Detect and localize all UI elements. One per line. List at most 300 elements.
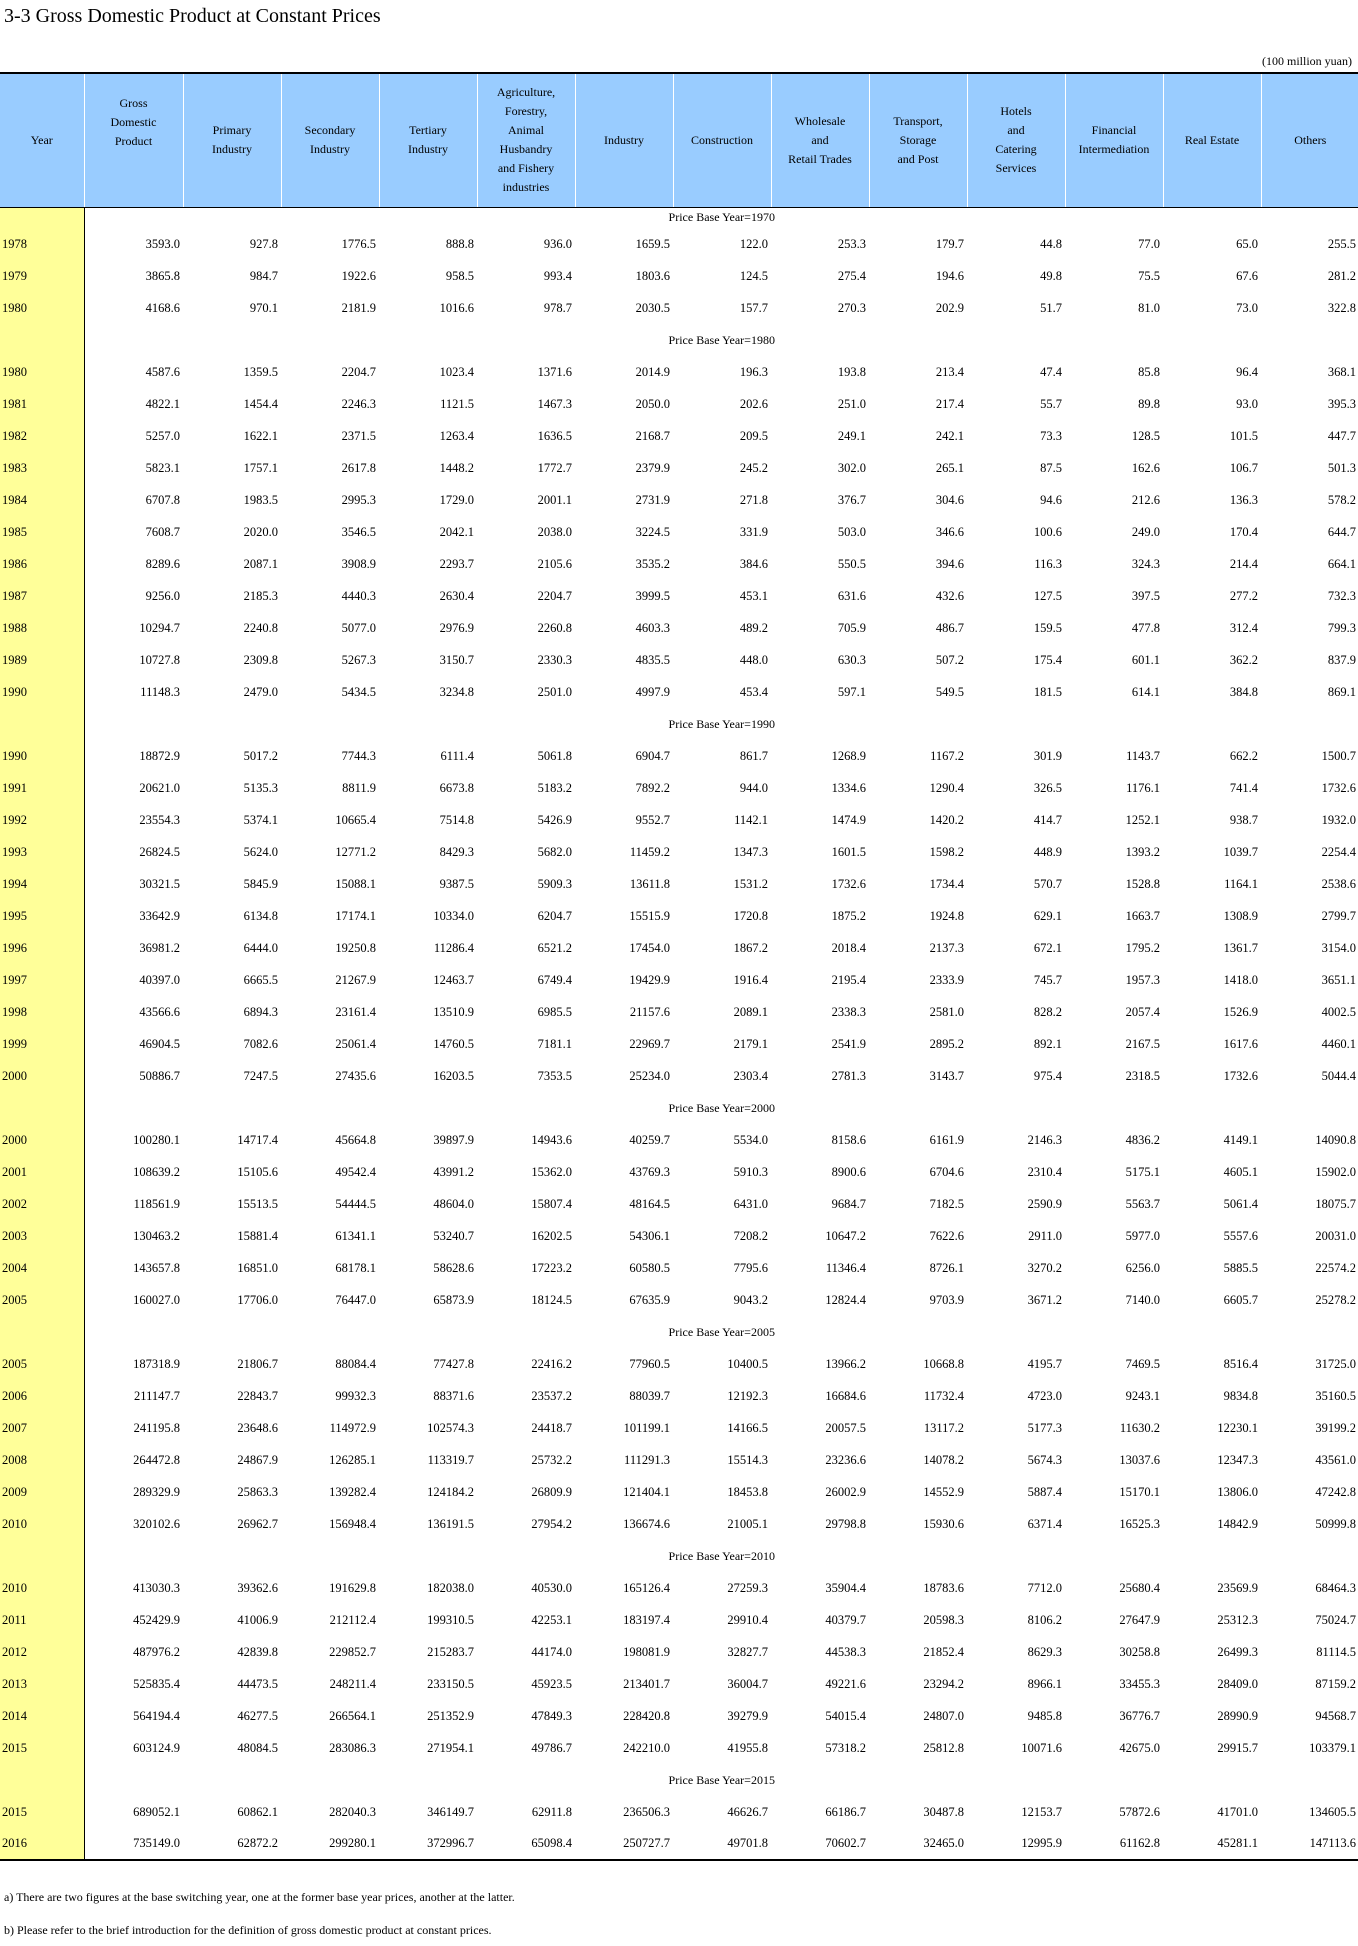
- value-cell: 48604.0: [433, 1196, 474, 1211]
- value-cell: 869.1: [1327, 684, 1356, 699]
- value-cell: 6521.2: [537, 940, 572, 955]
- value-cell: 14842.9: [1217, 1516, 1258, 1531]
- value-cell: 248211.4: [329, 1676, 376, 1691]
- value-cell: 5177.3: [1027, 1420, 1062, 1435]
- value-cell: 211147.7: [134, 1388, 180, 1403]
- value-cell: 2014.9: [635, 364, 670, 379]
- value-cell: 7514.8: [439, 812, 474, 827]
- value-cell: 251.0: [837, 396, 866, 411]
- value-cell: 45281.1: [1163, 1828, 1261, 1860]
- value-cell: 81.0: [1138, 300, 1160, 315]
- value-cell: 30321.5: [139, 876, 180, 891]
- value-cell: 20057.5: [825, 1420, 866, 1435]
- value-cell: 5885.5: [1223, 1260, 1258, 1275]
- value-cell: 88084.4: [335, 1356, 376, 1371]
- value-cell: 630.3: [837, 652, 866, 667]
- table-row: [0, 1668, 1358, 1700]
- value-cell: 5044.4: [1321, 1068, 1356, 1083]
- value-cell: 5823.1: [145, 460, 180, 475]
- table-row: [0, 996, 1358, 1028]
- value-cell: 8966.1: [1027, 1676, 1062, 1691]
- value-cell: 25680.4: [1119, 1580, 1160, 1595]
- value-cell: 2371.5: [341, 428, 376, 443]
- value-cell: 89.8: [1138, 396, 1160, 411]
- value-cell: 103379.1: [1309, 1740, 1356, 1755]
- value-cell: 2590.9: [1027, 1196, 1062, 1211]
- value-cell: 251352.9: [427, 1708, 474, 1723]
- value-cell: 395.3: [1327, 396, 1356, 411]
- value-cell: 2799.7: [1321, 908, 1356, 923]
- value-cell: 67.6: [1236, 268, 1258, 283]
- value-cell: 10071.6: [1021, 1740, 1062, 1755]
- table-row: [0, 612, 1358, 644]
- column-header: [0, 73, 84, 207]
- year-cell: 1990: [0, 676, 84, 708]
- value-cell: 275.4: [837, 268, 866, 283]
- value-cell: 453.1: [739, 588, 768, 603]
- column-header: [477, 73, 575, 207]
- value-cell: 5434.5: [341, 684, 376, 699]
- value-cell: 16202.5: [531, 1228, 572, 1243]
- value-cell: 2911.0: [1028, 1228, 1062, 1243]
- value-cell: 196.3: [739, 364, 768, 379]
- value-cell: 8516.4: [1223, 1356, 1258, 1371]
- column-header-line: Services: [995, 161, 1037, 176]
- value-cell: 4603.3: [635, 620, 670, 635]
- value-cell: 2038.0: [537, 524, 572, 539]
- value-cell: 23569.9: [1217, 1580, 1258, 1595]
- value-cell: 11286.4: [433, 940, 474, 955]
- year-cell: 2009: [0, 1476, 84, 1508]
- value-cell: 3593.0: [145, 236, 180, 251]
- table-row: [0, 356, 1358, 388]
- value-cell: 2240.8: [243, 620, 278, 635]
- value-cell: 21157.6: [629, 1004, 670, 1019]
- value-cell: 10334.0: [433, 908, 474, 923]
- value-cell: 57318.2: [825, 1740, 866, 1755]
- table-row: [0, 804, 1358, 836]
- value-cell: 13806.0: [1217, 1484, 1258, 1499]
- value-cell: 384.8: [1229, 684, 1258, 699]
- value-cell: 127.5: [1033, 588, 1062, 603]
- table-row: [0, 1220, 1358, 1252]
- value-cell: 87.5: [1040, 460, 1062, 475]
- value-cell: 41006.9: [237, 1612, 278, 1627]
- column-header-line: Product: [114, 133, 153, 148]
- value-cell: 8811.9: [342, 780, 376, 795]
- table-row: [0, 900, 1358, 932]
- value-cell: 525835.4: [133, 1676, 180, 1691]
- value-cell: 1924.8: [929, 908, 964, 923]
- value-cell: 2105.6: [537, 556, 572, 571]
- value-cell: 828.2: [1033, 1004, 1062, 1019]
- value-cell: 159.5: [1033, 620, 1062, 635]
- value-cell: 182038.0: [427, 1580, 474, 1595]
- table-row: [0, 1700, 1358, 1732]
- value-cell: 43991.2: [433, 1164, 474, 1179]
- value-cell: 277.2: [1229, 588, 1258, 603]
- column-header-line: and: [811, 132, 829, 147]
- value-cell: 22969.7: [629, 1036, 670, 1051]
- value-cell: 1867.2: [733, 940, 768, 955]
- value-cell: 11459.2: [629, 844, 670, 859]
- value-cell: 975.4: [1033, 1068, 1062, 1083]
- value-cell: 94568.7: [1315, 1708, 1356, 1723]
- year-cell: 1979: [0, 260, 84, 292]
- value-cell: 376.7: [837, 492, 866, 507]
- value-cell: 212.6: [1131, 492, 1160, 507]
- value-cell: 2246.3: [341, 396, 376, 411]
- value-cell: 18453.8: [727, 1484, 768, 1499]
- value-cell: 102574.3: [427, 1420, 474, 1435]
- column-header: [575, 73, 673, 207]
- value-cell: 128.5: [1131, 428, 1160, 443]
- value-cell: 2137.3: [929, 940, 964, 955]
- value-cell: 100280.1: [133, 1132, 180, 1147]
- value-cell: 1164.1: [1224, 876, 1258, 891]
- value-cell: 68178.1: [335, 1260, 376, 1275]
- value-cell: 735149.0: [84, 1828, 183, 1860]
- value-cell: 213.4: [935, 364, 964, 379]
- value-cell: 136191.5: [427, 1516, 474, 1531]
- year-cell: 2008: [0, 1444, 84, 1476]
- value-cell: 26499.3: [1217, 1644, 1258, 1659]
- value-cell: 7608.7: [145, 524, 180, 539]
- value-cell: 126285.1: [329, 1452, 376, 1467]
- value-cell: 3999.5: [635, 588, 670, 603]
- year-cell: [0, 1764, 84, 1796]
- value-cell: 33642.9: [139, 908, 180, 923]
- value-cell: 5183.2: [537, 780, 572, 795]
- value-cell: 187318.9: [133, 1356, 180, 1371]
- column-header-line: Intermediation: [1078, 142, 1150, 157]
- value-cell: 181.5: [1033, 684, 1062, 699]
- value-cell: 85.8: [1138, 364, 1160, 379]
- value-cell: 43566.6: [139, 1004, 180, 1019]
- value-cell: 179.7: [935, 236, 964, 251]
- value-cell: 18075.7: [1315, 1196, 1356, 1211]
- column-header-line: Domestic: [110, 114, 157, 129]
- table-row: [0, 1508, 1358, 1540]
- value-cell: 2895.2: [929, 1036, 964, 1051]
- year-cell: 2005: [0, 1348, 84, 1380]
- value-cell: 39199.2: [1315, 1420, 1356, 1435]
- value-cell: 312.4: [1229, 620, 1258, 635]
- value-cell: 5061.8: [537, 748, 572, 763]
- value-cell: 6707.8: [145, 492, 180, 507]
- column-header: [84, 73, 183, 207]
- column-header-line: industries: [502, 180, 550, 195]
- value-cell: 614.1: [1131, 684, 1160, 699]
- column-header-line: Industry: [310, 142, 350, 157]
- value-cell: 394.6: [935, 556, 964, 571]
- value-cell: 26809.9: [531, 1484, 572, 1499]
- value-cell: 12463.7: [433, 972, 474, 987]
- value-cell: 448.0: [739, 652, 768, 667]
- value-cell: 250727.7: [575, 1828, 673, 1860]
- year-cell: 2006: [0, 1380, 84, 1412]
- value-cell: 43561.0: [1315, 1452, 1356, 1467]
- value-cell: 501.3: [1327, 460, 1356, 475]
- year-cell: 1987: [0, 580, 84, 612]
- value-cell: 5682.0: [537, 844, 572, 859]
- base-year-row: [0, 1092, 1358, 1124]
- value-cell: 8629.3: [1027, 1644, 1062, 1659]
- value-cell: 23161.4: [335, 1004, 376, 1019]
- value-cell: 1393.2: [1125, 844, 1160, 859]
- value-cell: 29915.7: [1217, 1740, 1258, 1755]
- value-cell: 2330.3: [537, 652, 572, 667]
- value-cell: 4997.9: [635, 684, 670, 699]
- value-cell: 1143.7: [1126, 748, 1160, 763]
- base-year-row: [0, 207, 1358, 228]
- year-cell: 1992: [0, 804, 84, 836]
- value-cell: 22843.7: [237, 1388, 278, 1403]
- value-cell: 4723.0: [1027, 1388, 1062, 1403]
- value-cell: 108639.2: [133, 1164, 180, 1179]
- value-cell: 48164.5: [629, 1196, 670, 1211]
- value-cell: 15807.4: [531, 1196, 572, 1211]
- year-cell: [0, 708, 84, 740]
- value-cell: 8106.2: [1027, 1612, 1062, 1627]
- column-header-line: Secondary: [304, 123, 356, 138]
- value-cell: 487976.2: [133, 1644, 180, 1659]
- value-cell: 242210.0: [623, 1740, 670, 1755]
- value-cell: 77427.8: [433, 1356, 474, 1371]
- value-cell: 970.1: [249, 300, 278, 315]
- value-cell: 2181.9: [341, 300, 376, 315]
- column-header-line: Industry: [408, 142, 448, 157]
- base-year-row: [0, 1316, 1358, 1348]
- value-cell: 1039.7: [1223, 844, 1258, 859]
- value-cell: 147113.6: [1261, 1828, 1358, 1860]
- value-cell: 217.4: [935, 396, 964, 411]
- value-cell: 13117.2: [923, 1420, 964, 1435]
- value-cell: 39897.9: [433, 1132, 474, 1147]
- value-cell: 6605.7: [1223, 1292, 1258, 1307]
- table-body: [0, 207, 1358, 1860]
- value-cell: 266564.1: [329, 1708, 376, 1723]
- value-cell: 24867.9: [237, 1452, 278, 1467]
- value-cell: 13966.2: [825, 1356, 866, 1371]
- value-cell: 936.0: [543, 236, 572, 251]
- value-cell: 124184.2: [427, 1484, 474, 1499]
- value-cell: 49786.7: [531, 1740, 572, 1755]
- value-cell: 157.7: [739, 300, 768, 315]
- value-cell: 3908.9: [341, 556, 376, 571]
- base-year-row: [0, 1540, 1358, 1572]
- value-cell: 191629.8: [329, 1580, 376, 1595]
- value-cell: 326.5: [1033, 780, 1062, 795]
- value-cell: 99932.3: [335, 1388, 376, 1403]
- year-cell: [0, 1092, 84, 1124]
- value-cell: 47849.3: [531, 1708, 572, 1723]
- year-cell: 1981: [0, 388, 84, 420]
- column-header-line: and Fishery: [497, 161, 555, 176]
- value-cell: 4822.1: [145, 396, 180, 411]
- value-cell: 101199.1: [623, 1420, 670, 1435]
- value-cell: 65098.4: [477, 1828, 575, 1860]
- value-cell: 51.7: [1040, 300, 1062, 315]
- column-header-line: Husbandry: [499, 142, 553, 157]
- value-cell: 672.1: [1033, 940, 1062, 955]
- value-cell: 10727.8: [139, 652, 180, 667]
- value-cell: 12230.1: [1217, 1420, 1258, 1435]
- column-header-line: Wholesale: [794, 113, 846, 128]
- table-row: [0, 1124, 1358, 1156]
- column-header-line: and Post: [897, 151, 939, 166]
- value-cell: 2333.9: [929, 972, 964, 987]
- value-cell: 1334.6: [831, 780, 866, 795]
- value-cell: 41955.8: [727, 1740, 768, 1755]
- value-cell: 10668.8: [923, 1356, 964, 1371]
- value-cell: 170.4: [1229, 524, 1258, 539]
- value-cell: 7469.5: [1125, 1356, 1160, 1371]
- table-row: [0, 1572, 1358, 1604]
- value-cell: 23537.2: [531, 1388, 572, 1403]
- value-cell: 77960.5: [629, 1356, 670, 1371]
- value-cell: 70602.7: [771, 1828, 869, 1860]
- value-cell: 3150.7: [439, 652, 474, 667]
- value-cell: 21852.4: [923, 1644, 964, 1659]
- value-cell: 33455.3: [1119, 1676, 1160, 1691]
- value-cell: 10647.2: [825, 1228, 866, 1243]
- price-base-label: Price Base Year=2005: [668, 1324, 775, 1339]
- value-cell: 156948.4: [329, 1516, 376, 1531]
- year-cell: 1991: [0, 772, 84, 804]
- price-base-label: Price Base Year=1980: [668, 332, 775, 347]
- value-cell: 13611.8: [629, 876, 670, 891]
- value-cell: 199310.5: [427, 1612, 474, 1627]
- value-cell: 362.2: [1229, 652, 1258, 667]
- base-year-row: [0, 1764, 1358, 1796]
- value-cell: 58628.6: [433, 1260, 474, 1275]
- value-cell: 23294.2: [923, 1676, 964, 1691]
- value-cell: 8900.6: [831, 1164, 866, 1179]
- value-cell: 5845.9: [243, 876, 278, 891]
- value-cell: 9703.9: [929, 1292, 964, 1307]
- value-cell: 304.6: [935, 492, 964, 507]
- year-cell: 2003: [0, 1220, 84, 1252]
- value-cell: 1016.6: [439, 300, 474, 315]
- column-header: [1065, 73, 1163, 207]
- value-cell: 213401.7: [623, 1676, 670, 1691]
- value-cell: 1636.5: [537, 428, 572, 443]
- value-cell: 24418.7: [531, 1420, 572, 1435]
- value-cell: 662.2: [1229, 748, 1258, 763]
- value-cell: 2167.5: [1125, 1036, 1160, 1051]
- value-cell: 447.7: [1327, 428, 1356, 443]
- value-cell: 19429.9: [629, 972, 670, 987]
- table-row: [0, 1412, 1358, 1444]
- value-cell: 1467.3: [537, 396, 572, 411]
- value-cell: 25732.2: [531, 1452, 572, 1467]
- price-base-label: Price Base Year=2000: [668, 1100, 775, 1115]
- value-cell: 42253.1: [531, 1612, 572, 1627]
- value-cell: 550.5: [837, 556, 866, 571]
- value-cell: 48084.5: [237, 1740, 278, 1755]
- value-cell: 96.4: [1236, 364, 1258, 379]
- column-header-line: and: [1007, 123, 1025, 138]
- value-cell: 302.0: [837, 460, 866, 475]
- value-cell: 2630.4: [439, 588, 474, 603]
- value-cell: 3224.5: [635, 524, 670, 539]
- year-cell: 1994: [0, 868, 84, 900]
- value-cell: 453.4: [739, 684, 768, 699]
- value-cell: 17706.0: [237, 1292, 278, 1307]
- value-cell: 202.6: [739, 396, 768, 411]
- value-cell: 27435.6: [335, 1068, 376, 1083]
- value-cell: 7744.3: [341, 748, 376, 763]
- value-cell: 12771.2: [335, 844, 376, 859]
- value-cell: 745.7: [1033, 972, 1062, 987]
- value-cell: 7892.2: [635, 780, 670, 795]
- value-cell: 1474.9: [831, 812, 866, 827]
- value-cell: 88371.6: [433, 1388, 474, 1403]
- value-cell: 50886.7: [139, 1068, 180, 1083]
- value-cell: 160027.0: [133, 1292, 180, 1307]
- value-cell: 55.7: [1040, 396, 1062, 411]
- year-cell: 1982: [0, 420, 84, 452]
- value-cell: 214.4: [1229, 556, 1258, 571]
- value-cell: 281.2: [1327, 268, 1356, 283]
- value-cell: 346.6: [935, 524, 964, 539]
- value-cell: 229852.7: [329, 1644, 376, 1659]
- value-cell: 2617.8: [341, 460, 376, 475]
- value-cell: 2050.0: [635, 396, 670, 411]
- year-cell: 2005: [0, 1284, 84, 1316]
- gdp-table: [0, 72, 1358, 1861]
- base-year-row: [0, 324, 1358, 356]
- value-cell: 6673.8: [439, 780, 474, 795]
- value-cell: 1121.5: [440, 396, 474, 411]
- value-cell: 111291.3: [624, 1452, 670, 1467]
- value-cell: 452429.9: [133, 1612, 180, 1627]
- value-cell: 68464.3: [1315, 1580, 1356, 1595]
- value-cell: 44538.3: [825, 1644, 866, 1659]
- value-cell: 1598.2: [929, 844, 964, 859]
- value-cell: 2501.0: [537, 684, 572, 699]
- value-cell: 4836.2: [1125, 1132, 1160, 1147]
- value-cell: 322.8: [1327, 300, 1356, 315]
- value-cell: 21267.9: [335, 972, 376, 987]
- value-cell: 2293.7: [439, 556, 474, 571]
- column-header-line: Primary: [212, 123, 252, 138]
- value-cell: 175.4: [1033, 652, 1062, 667]
- value-cell: 549.5: [935, 684, 964, 699]
- value-cell: 10400.5: [727, 1356, 768, 1371]
- value-cell: 23236.6: [825, 1452, 866, 1467]
- value-cell: 18872.9: [139, 748, 180, 763]
- table-row: [0, 868, 1358, 900]
- value-cell: 9256.0: [145, 588, 180, 603]
- value-cell: 16203.5: [433, 1068, 474, 1083]
- year-cell: 1996: [0, 932, 84, 964]
- value-cell: 124.5: [739, 268, 768, 283]
- value-cell: 6134.8: [243, 908, 278, 923]
- footnote-a: a) There are two figures at the base switching year, one at the former base year prices, another at the latter.: [4, 1890, 515, 1904]
- table-row: [0, 1604, 1358, 1636]
- value-cell: 65.0: [1236, 236, 1258, 251]
- value-cell: 1347.3: [733, 844, 768, 859]
- year-cell: 1997: [0, 964, 84, 996]
- value-cell: 60580.5: [629, 1260, 670, 1275]
- year-cell: 2001: [0, 1156, 84, 1188]
- value-cell: 66186.7: [825, 1804, 866, 1819]
- value-cell: 13037.6: [1119, 1452, 1160, 1467]
- value-cell: 43769.3: [629, 1164, 670, 1179]
- value-cell: 67635.9: [629, 1292, 670, 1307]
